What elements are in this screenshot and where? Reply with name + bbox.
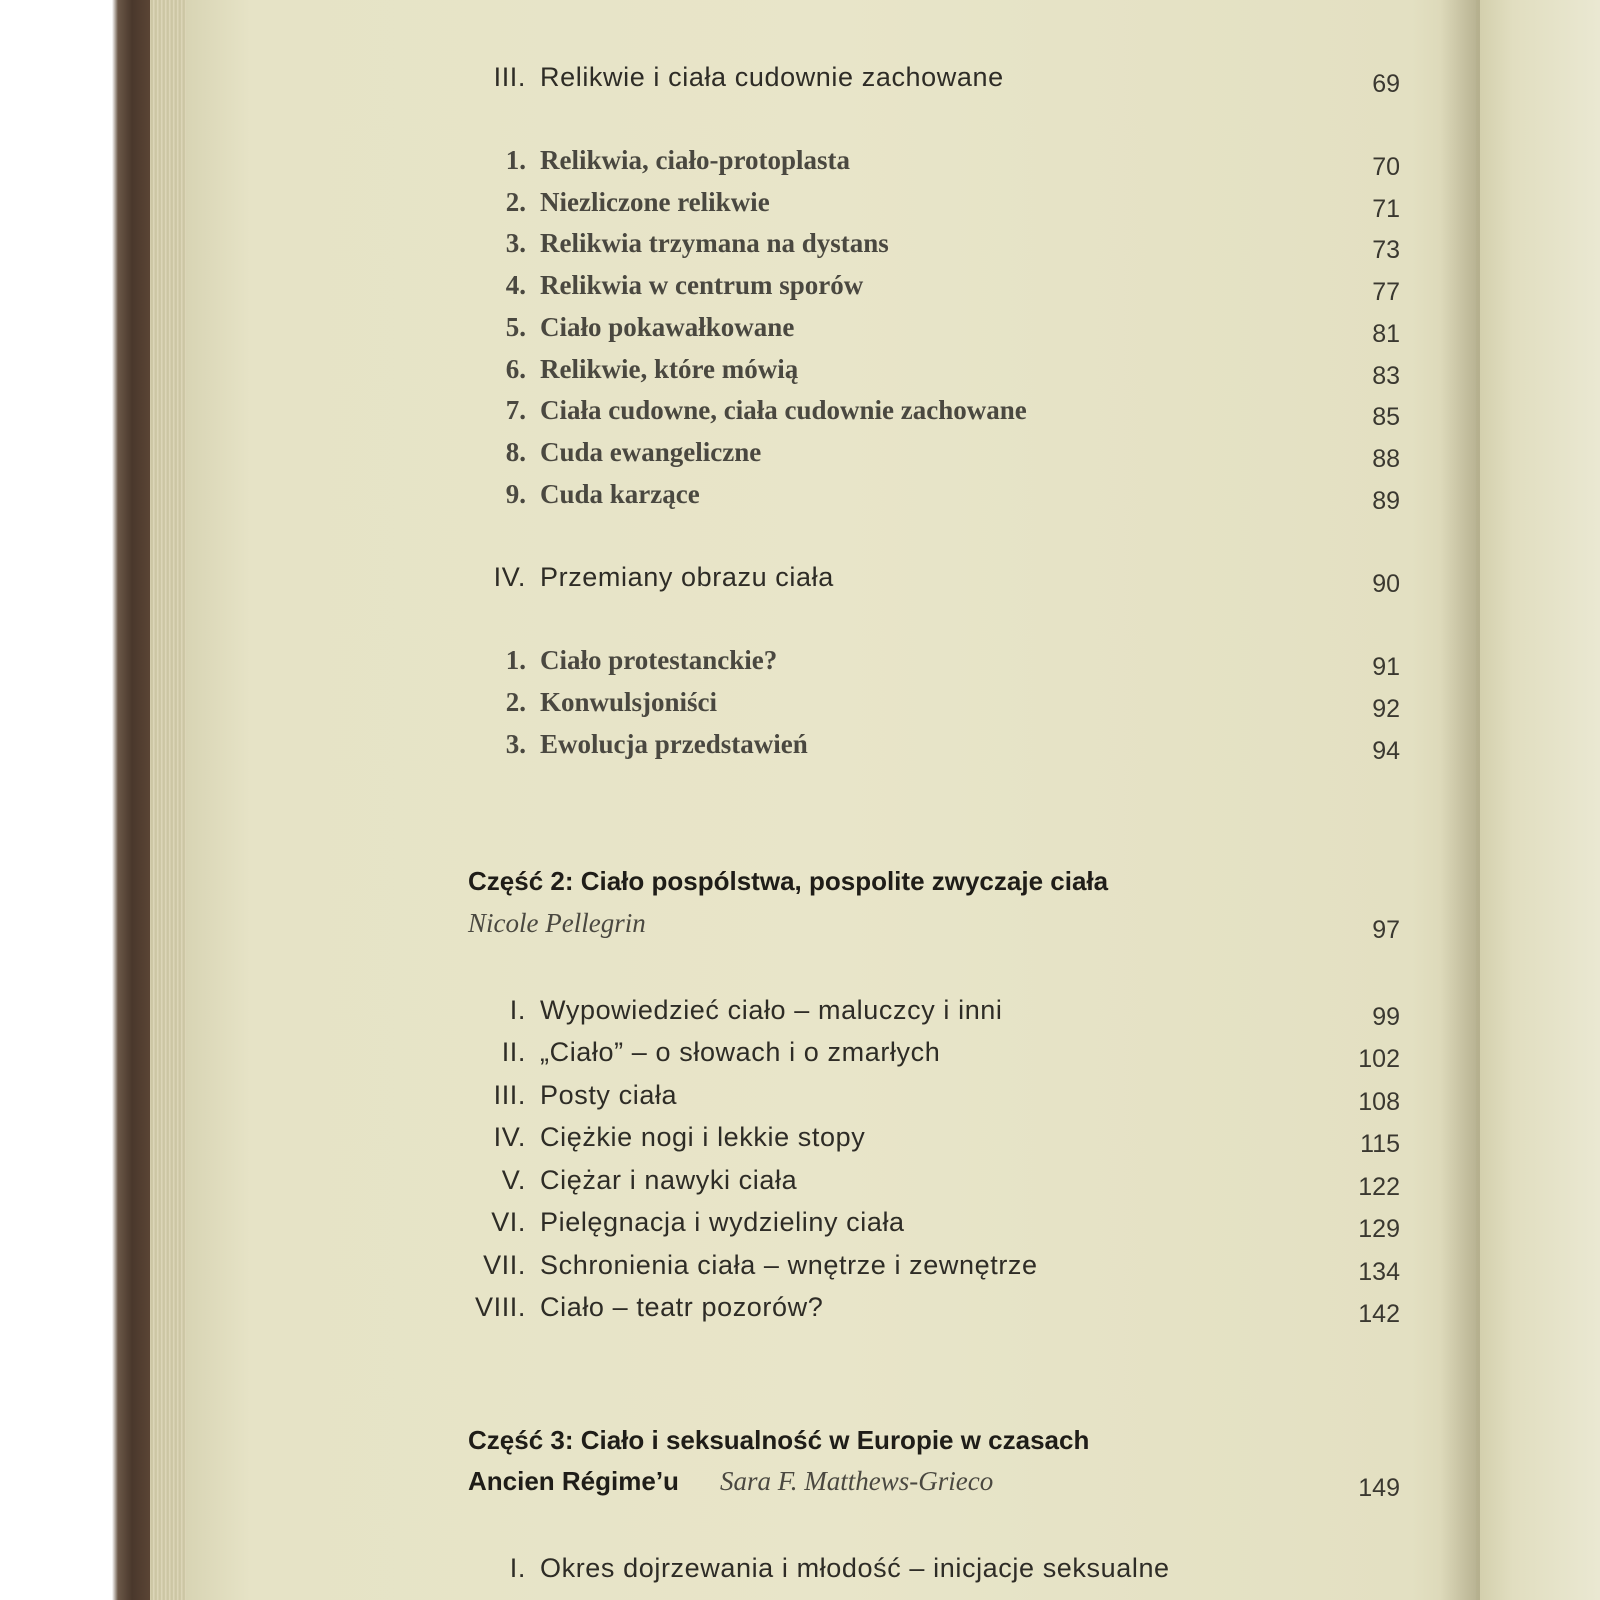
item-number: 3. bbox=[505, 228, 526, 258]
section-number: III. bbox=[493, 62, 526, 92]
item-title: Ciała cudowne, ciała cudownie zachowane bbox=[540, 395, 1027, 425]
toc-chapter-row bbox=[0, 995, 1600, 1035]
chapter-number: III. bbox=[493, 1080, 526, 1110]
part-heading: Część 2: Ciało pospólstwa, pospolite zwyczaje ciała bbox=[468, 866, 1109, 896]
item-title: Cuda ewangeliczne bbox=[540, 437, 762, 467]
item-number: 5. bbox=[505, 312, 526, 342]
item-title: Ewolucja przedstawień bbox=[540, 729, 808, 759]
section-title: Relikwie i ciała cudownie zachowane bbox=[540, 62, 1004, 92]
item-number: 6. bbox=[505, 354, 526, 384]
page-number: 69 bbox=[1372, 70, 1400, 98]
item-title: Relikwia trzymana na dystans bbox=[540, 228, 889, 258]
page-number: 91 bbox=[1372, 653, 1400, 681]
section-number: IV. bbox=[493, 562, 526, 592]
toc-item-row bbox=[0, 729, 1600, 769]
chapter-title: Ciężkie nogi i lekkie stopy bbox=[540, 1122, 866, 1152]
chapter-title: Wypowiedzieć ciało – maluczcy i inni bbox=[540, 995, 1003, 1025]
page-number: 70 bbox=[1372, 153, 1400, 181]
item-number: 3. bbox=[505, 729, 526, 759]
chapter-number: I. bbox=[509, 995, 526, 1025]
toc-section-row bbox=[0, 62, 1600, 102]
page-number: 149 bbox=[1358, 1474, 1400, 1502]
chapter-title: Ciężar i nawyki ciała bbox=[540, 1165, 798, 1195]
page-number: 94 bbox=[1372, 737, 1400, 765]
toc-item-row bbox=[0, 270, 1600, 310]
item-title: Ciało protestanckie? bbox=[540, 645, 778, 675]
page-number: 89 bbox=[1372, 487, 1400, 515]
toc-item-row bbox=[0, 312, 1600, 352]
toc-chapter-row bbox=[0, 1250, 1600, 1290]
page-number: 134 bbox=[1358, 1258, 1400, 1286]
chapter-number: I. bbox=[509, 1553, 526, 1583]
page-number: 71 bbox=[1372, 195, 1400, 223]
item-title: Konwulsjoniści bbox=[540, 687, 718, 717]
toc-item-row bbox=[0, 479, 1600, 519]
page-number: 73 bbox=[1372, 236, 1400, 264]
item-number: 2. bbox=[505, 187, 526, 217]
item-title: Cuda karzące bbox=[540, 479, 700, 509]
part-heading-line2: Ancien Régime’u bbox=[468, 1466, 679, 1496]
item-number: 8. bbox=[505, 437, 526, 467]
chapter-title: Posty ciała bbox=[540, 1080, 678, 1110]
toc-section-row bbox=[0, 562, 1600, 602]
item-number: 1. bbox=[505, 645, 526, 675]
page-number: 129 bbox=[1358, 1215, 1400, 1243]
item-title: Relikwie, które mówią bbox=[540, 354, 799, 384]
toc-chapter-row bbox=[0, 1122, 1600, 1162]
part-author: Sara F. Matthews-Grieco bbox=[720, 1466, 994, 1496]
page-number: 122 bbox=[1358, 1173, 1400, 1201]
page-number: 142 bbox=[1358, 1300, 1400, 1328]
chapter-number: IV. bbox=[493, 1122, 526, 1152]
toc-chapter-row bbox=[0, 1292, 1600, 1332]
toc-item-row bbox=[0, 354, 1600, 394]
item-number: 2. bbox=[505, 687, 526, 717]
section-title: Przemiany obrazu ciała bbox=[540, 562, 834, 592]
page-number: 90 bbox=[1372, 570, 1400, 598]
part-heading-row bbox=[0, 1466, 1600, 1506]
item-number: 1. bbox=[505, 145, 526, 175]
item-number: 9. bbox=[505, 479, 526, 509]
toc-item-row bbox=[0, 228, 1600, 268]
page-number: 88 bbox=[1372, 445, 1400, 473]
page-number: 99 bbox=[1372, 1003, 1400, 1031]
chapter-number: VII. bbox=[483, 1250, 526, 1280]
item-number: 4. bbox=[505, 270, 526, 300]
page-number: 81 bbox=[1372, 320, 1400, 348]
page-number: 102 bbox=[1358, 1045, 1400, 1073]
chapter-title: Okres dojrzewania i młodość – inicjacje seksualne bbox=[540, 1553, 1170, 1583]
item-title: Ciało pokawałkowane bbox=[540, 312, 795, 342]
chapter-title: Pielęgnacja i wydzieliny ciała bbox=[540, 1207, 905, 1237]
toc-chapter-row bbox=[0, 1553, 1600, 1593]
toc-item-row bbox=[0, 187, 1600, 227]
chapter-number: VIII. bbox=[474, 1292, 526, 1322]
toc-chapter-row bbox=[0, 1037, 1600, 1077]
chapter-number: II. bbox=[501, 1037, 526, 1067]
page-number: 83 bbox=[1372, 362, 1400, 390]
chapter-number: V. bbox=[501, 1165, 526, 1195]
toc-item-row bbox=[0, 687, 1600, 727]
page-number: 115 bbox=[1360, 1130, 1400, 1158]
toc-item-row bbox=[0, 645, 1600, 685]
toc-item-row bbox=[0, 145, 1600, 185]
item-title: Relikwia w centrum sporów bbox=[540, 270, 864, 300]
chapter-title: Schronienia ciała – wnętrze i zewnętrze bbox=[540, 1250, 1038, 1280]
item-title: Niezliczone relikwie bbox=[540, 187, 770, 217]
toc-chapter-row bbox=[0, 1165, 1600, 1205]
part-author-row bbox=[0, 908, 1600, 948]
chapter-number: VI. bbox=[491, 1207, 526, 1237]
page-number: 92 bbox=[1372, 695, 1400, 723]
page-number: 108 bbox=[1358, 1088, 1400, 1116]
part-author: Nicole Pellegrin bbox=[468, 908, 646, 938]
page-number: 85 bbox=[1372, 403, 1400, 431]
toc-item-row bbox=[0, 437, 1600, 477]
toc-item-row bbox=[0, 395, 1600, 435]
chapter-title: „Ciało” – o słowach i o zmarłych bbox=[540, 1037, 941, 1067]
page-number: 97 bbox=[1372, 916, 1400, 944]
item-number: 7. bbox=[505, 395, 526, 425]
toc-chapter-row bbox=[0, 1080, 1600, 1120]
part-heading-line1: Część 3: Ciało i seksualność w Europie w czasach bbox=[468, 1425, 1090, 1455]
toc-chapter-row bbox=[0, 1207, 1600, 1247]
page-number: 77 bbox=[1372, 278, 1400, 306]
item-title: Relikwia, ciało-protoplasta bbox=[540, 145, 850, 175]
chapter-title: Ciało – teatr pozorów? bbox=[540, 1292, 824, 1322]
